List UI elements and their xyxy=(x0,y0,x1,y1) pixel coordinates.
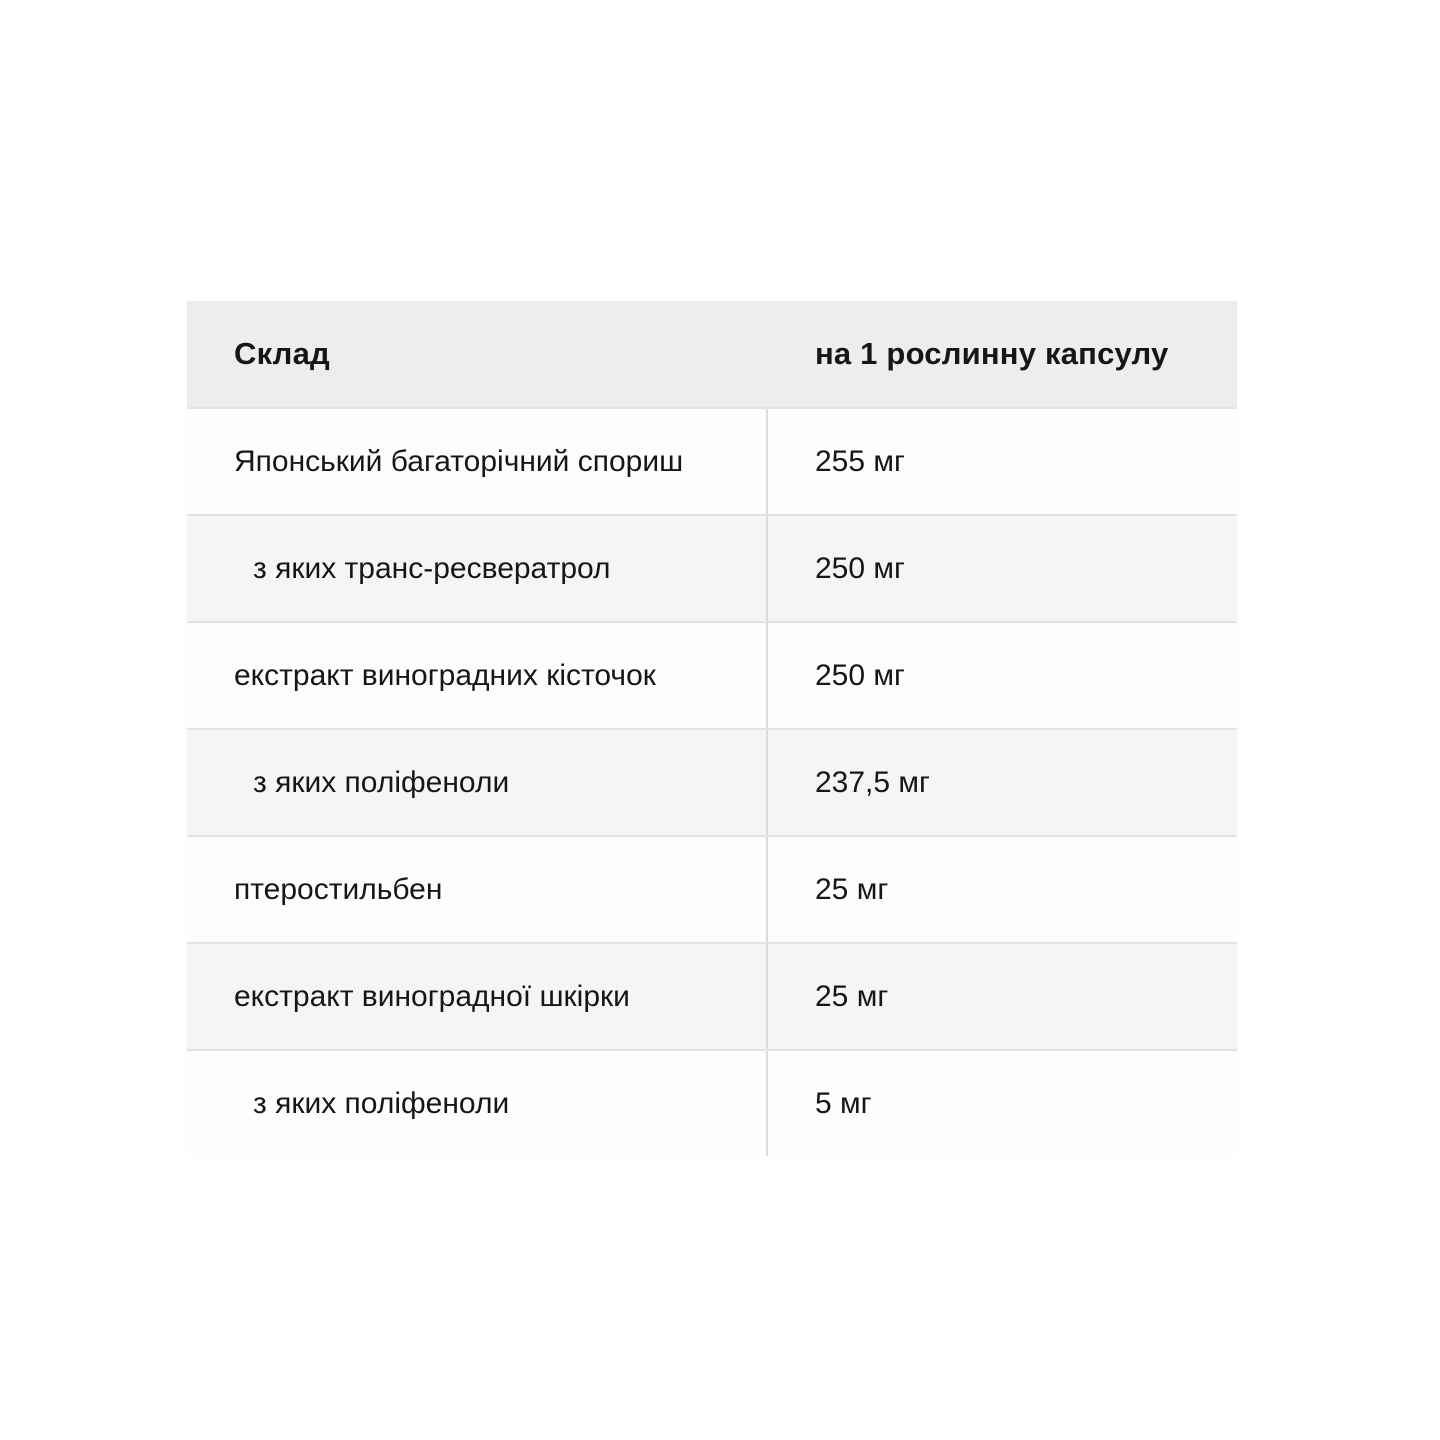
ingredient-amount: 5 мг xyxy=(815,1086,872,1120)
table-body xyxy=(187,407,1237,1156)
ingredient-name: екстракт виноградних кісточок xyxy=(187,623,768,728)
table-row xyxy=(187,621,1237,728)
ingredient-name: екстракт виноградної шкірки xyxy=(187,944,768,1049)
ingredient-amount: 25 мг xyxy=(815,979,889,1013)
composition-table xyxy=(187,301,1237,1156)
header-per-capsule: на 1 рослинну капсулу xyxy=(815,336,1169,371)
header-composition: Склад xyxy=(234,336,330,371)
ingredient-amount: 250 мг xyxy=(815,658,905,692)
table-row xyxy=(187,728,1237,835)
table-row xyxy=(187,1049,1237,1156)
table-row xyxy=(187,835,1237,942)
ingredient-amount: 237,5 мг xyxy=(815,765,930,799)
ingredient-amount: 250 мг xyxy=(815,551,905,585)
table-row xyxy=(187,407,1237,514)
ingredient-name: з яких поліфеноли xyxy=(187,1051,768,1156)
ingredient-name: з яких транс-ресвератрол xyxy=(187,516,768,621)
ingredient-amount: 25 мг xyxy=(815,872,889,906)
table-row xyxy=(187,514,1237,621)
table-header-row xyxy=(187,301,1237,407)
ingredient-name: Японський багаторічний спориш xyxy=(187,409,768,514)
ingredient-name: з яких поліфеноли xyxy=(187,730,768,835)
ingredient-amount: 255 мг xyxy=(815,444,905,478)
ingredient-name: птеростильбен xyxy=(187,837,768,942)
table-row xyxy=(187,942,1237,1049)
